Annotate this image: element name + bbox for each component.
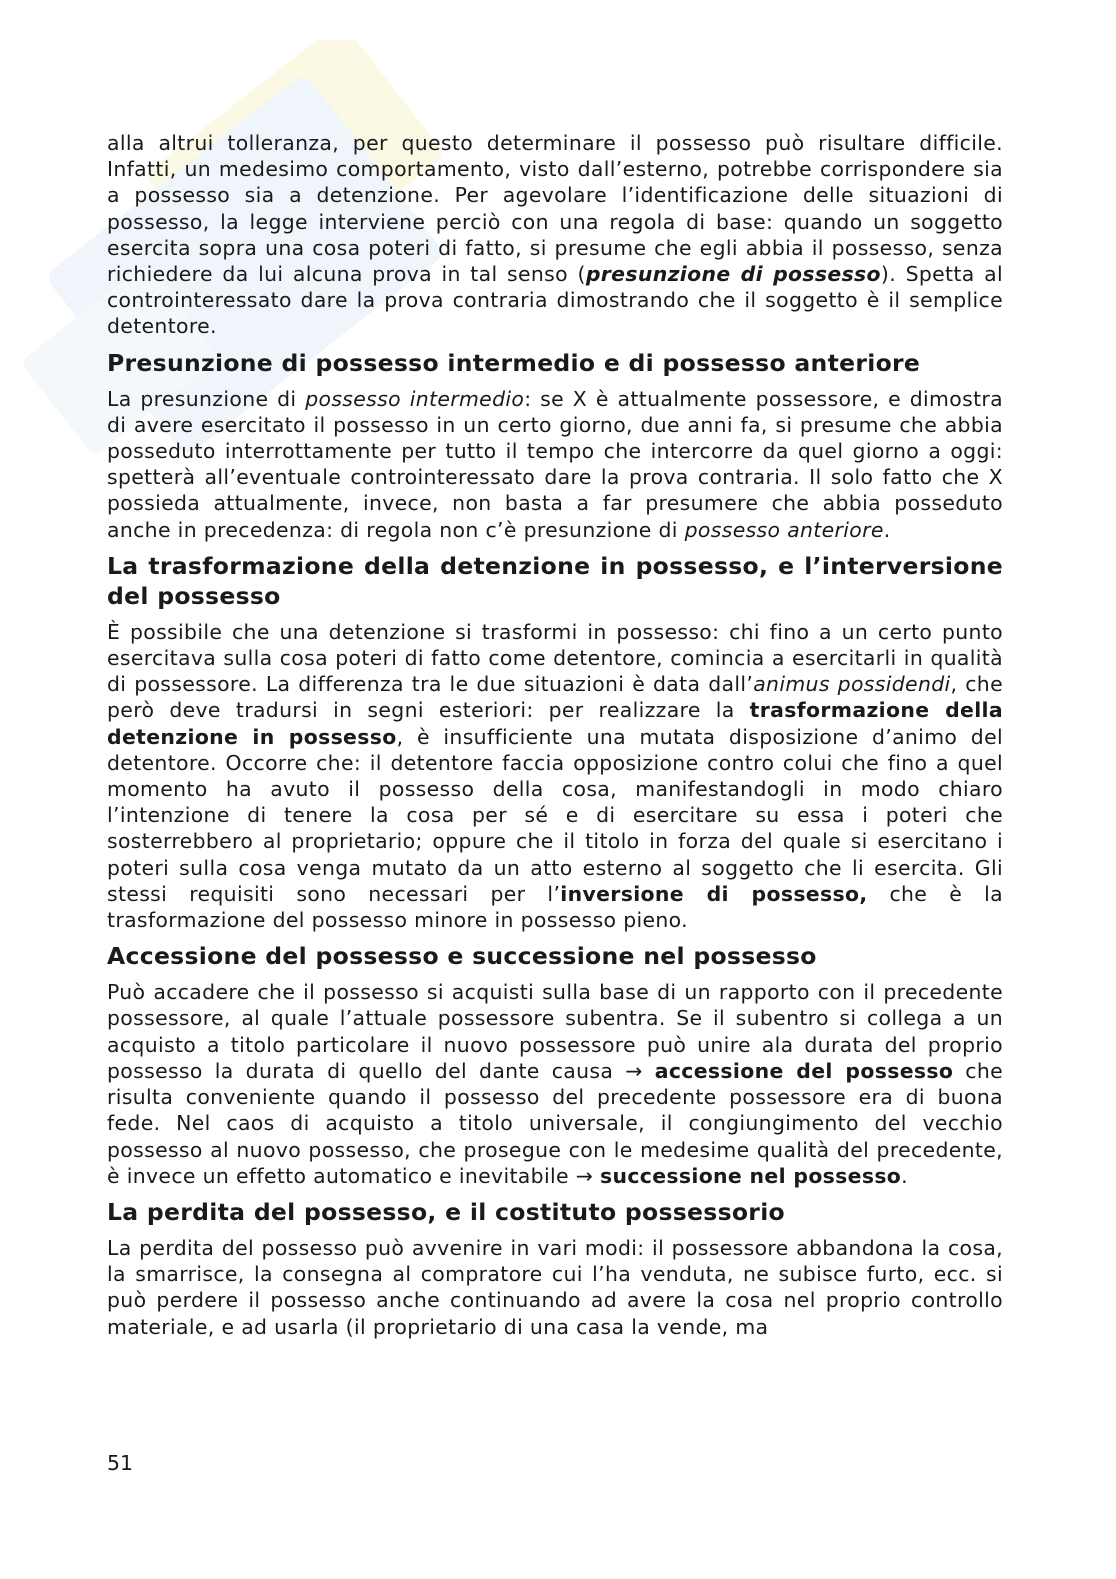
text-run: , è insufficiente una mutata disposizione d’animo del detentore. Occorre che: il detentore faccia opposizione contro colui che fino a quel momento ha avuto il possesso della cosa, manifestandogli in modo chiaro l’intenzione di tenere la cosa per sé e di esercitare su essa i poteri che sosterrebbero al proprietario; oppure che il titolo in forza del quale si esercitano i poteri sulla cosa venga mutato da un atto esterno al soggetto che li esercita. Gli stessi requisiti sono necessari per l’ xyxy=(107,724,1003,906)
text-run: , che però deve tradursi in segni esteriori: per realizzare la xyxy=(107,672,1003,723)
text-run: Può accadere che il possesso si acquisti sulla base di un rapporto con il precedente possessore, al quale l’attuale possessore subentra. Se il subentro si collega a un acquisto a titolo particolare il nuovo possessore può unire ala durata del proprio possesso la durata di quello del dante causa → xyxy=(107,980,1003,1083)
section-heading: Accessione del possesso e successione nel possesso xyxy=(107,942,817,971)
text-run: : se X è attualmente possessore, e dimostra di avere esercitato il possesso in un certo giorno, due anni fa, si presume che abbia posseduto interrottamente per tutto il tempo che intercorre da quel giorno a oggi: spetterà all’eventuale controinteressato dare la prova contraria. Il solo fatto che X possieda attualmente, invece, non basta a far presumere che abbia posseduto anche in precedenza: di regola non c’è presunzione di xyxy=(107,386,1003,542)
paragraph xyxy=(107,386,1003,543)
italic-term: possesso anteriore xyxy=(684,517,884,542)
section-heading: La perdita del possesso, e il costituto possessorio xyxy=(107,1197,785,1226)
bold-italic-term: presunzione di possesso xyxy=(585,262,881,287)
section-heading: Presunzione di possesso intermedio e di possesso anteriore xyxy=(107,348,921,377)
text-run: ). Spetta al controinteressato dare la prova contraria dimostrando che il soggetto è il semplice detentore. xyxy=(107,262,1003,339)
paragraph xyxy=(107,619,1003,933)
text-run: La presunzione di xyxy=(107,386,306,411)
text-run: che è la trasformazione del possesso minore in possesso pieno. xyxy=(107,881,1004,933)
text-run: . xyxy=(901,1163,909,1188)
text-run: alla altrui tolleranza, per questo determinare il possesso può risultare difficile. Infatti, un medesimo comportamento, visto dall’esterno, potrebbe corrispondere sia a possesso sia a detenzione. Per agevolare l’identificazione delle situazioni di possesso, la legge interviene perciò con una regola di base: quando un soggetto esercita sopra una cosa poteri di fatto, si presume che egli abbia il possesso, senza richiedere da lui alcuna prova in tal senso ( xyxy=(107,131,1003,287)
text-run: È possibile che una detenzione si trasformi in possesso: chi fino a un certo punto esercitava sulla cosa poteri di fatto come detentore, comincia a esercitarli in qualità di possessore. La differenza tra le due situazioni è data dall’ xyxy=(107,619,1003,697)
paragraph xyxy=(107,1235,1003,1340)
page-number: 51 xyxy=(107,1451,133,1475)
bold-term: accessione del possesso xyxy=(654,1058,954,1083)
italic-term: animus possidendi xyxy=(753,672,951,697)
section-heading: La trasformazione della detenzione in possesso, e l’interversione del possesso xyxy=(107,551,1003,610)
text-run: La perdita del possesso può avvenire in vari modi: il possessore abbandona la cosa, la smarrisce, la consegna al compratore cui l’ha venduta, ne subisce furto, ecc. si può perdere il possesso anche continuando ad avere la cosa nel proprio controllo materiale, e ad usarla (il proprietario di una casa la vende, ma xyxy=(107,1235,1003,1339)
bold-term: inversione di possesso, xyxy=(560,881,868,906)
italic-term: possesso intermedio xyxy=(305,386,525,411)
paragraph xyxy=(107,130,1003,340)
paragraph xyxy=(107,979,1003,1189)
document-body xyxy=(107,130,1003,1348)
bold-term: trasformazione della detenzione in possesso xyxy=(107,698,1003,749)
text-run: che risulta conveniente quando il possesso del precedente possessore era di buona fede. Nel caos di acquisto a titolo universale, il congiungimento del vecchio possesso al nuovo possesso, che prosegue con le medesime qualità del precedente, è invece un effetto automatico e inevitabile → xyxy=(107,1058,1003,1188)
text-run: . xyxy=(883,517,891,542)
bold-term: successione nel possesso xyxy=(599,1163,902,1188)
